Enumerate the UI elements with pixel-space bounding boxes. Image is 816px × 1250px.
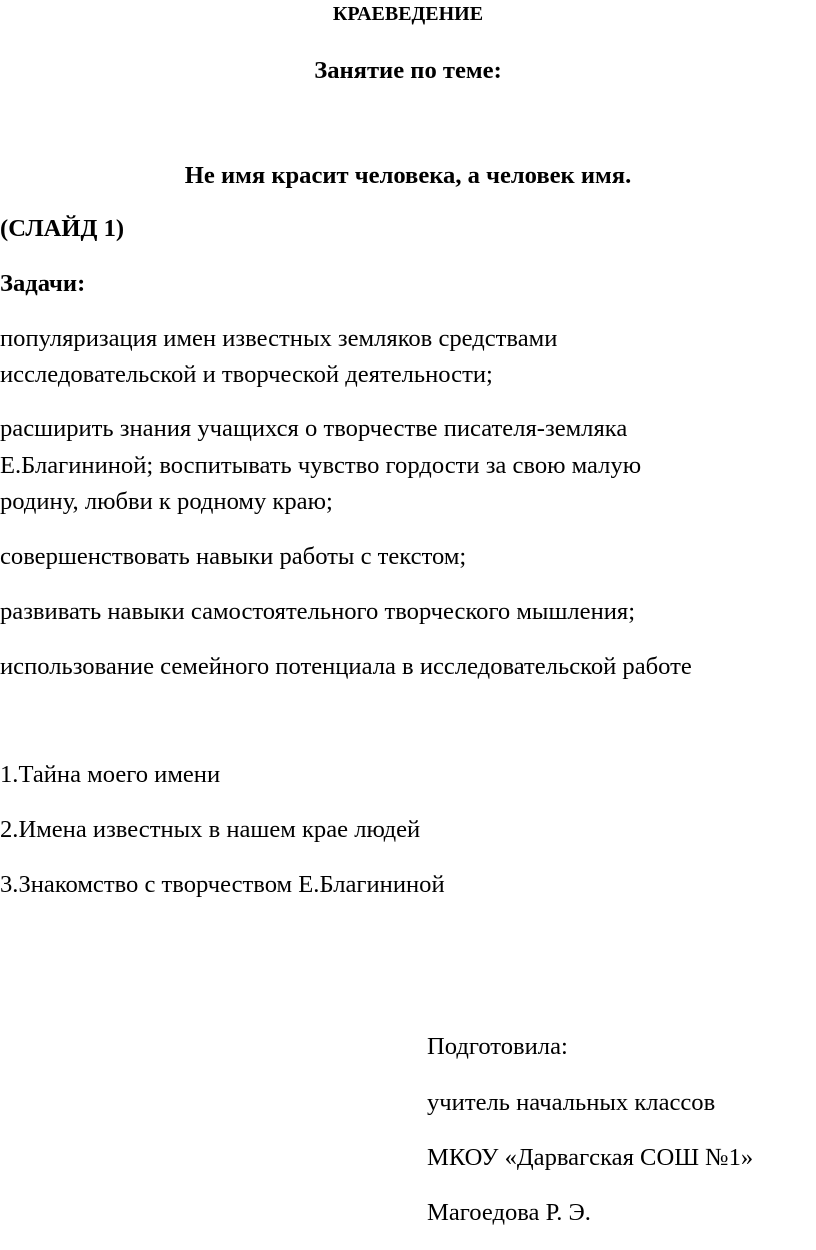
task-item-4: развивать навыки самостоятельного творческого мышления; <box>0 598 636 625</box>
slide-marker: (СЛАЙД 1) <box>0 215 125 242</box>
plan-item-1: 1.Тайна моего имени <box>0 761 221 788</box>
signature-school: МКОУ «Дарвагская СОШ №1» <box>427 1144 754 1171</box>
task-item-1-line-1: популяризация имен известных земляков средствами <box>0 325 558 352</box>
task-item-3: совершенствовать навыки работы с текстом; <box>0 543 467 570</box>
signature-author: Магоедова Р. Э. <box>427 1199 591 1226</box>
task-item-2-line-1: расширить знания учащихся о творчестве писателя-земляка <box>0 415 628 442</box>
tasks-heading: Задачи: <box>0 270 86 297</box>
task-item-2-line-3: родину, любви к родному краю; <box>0 488 333 515</box>
signature-position: учитель начальных классов <box>427 1089 716 1116</box>
lesson-label: Занятие по теме: <box>314 57 502 84</box>
task-item-5: использование семейного потенциала в исследовательской работе <box>0 653 692 680</box>
task-item-2-line-2: Е.Благининой; воспитывать чувство гордости за свою малую <box>0 452 642 479</box>
task-item-1-line-2: исследовательской и творческой деятельности; <box>0 361 493 388</box>
plan-item-2: 2.Имена известных в нашем крае людей <box>0 816 421 843</box>
signature-prepared-by: Подготовила: <box>427 1033 568 1060</box>
lesson-topic: Не имя красит человека, а человек имя. <box>184 162 632 189</box>
plan-item-3: 3.Знакомство с творчеством Е.Благининой <box>0 871 445 898</box>
subject-title: КРАЕВЕДЕНИЕ <box>332 3 484 25</box>
